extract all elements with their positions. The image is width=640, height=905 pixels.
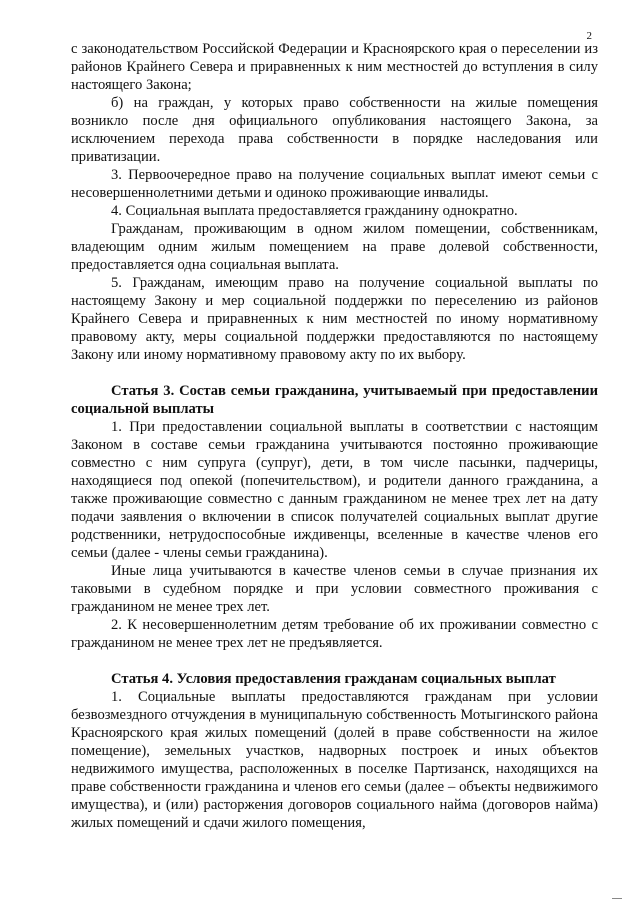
spacer [71, 364, 598, 382]
paragraph: 1. При предоставлении социальной выплаты в соответствии с настоящим Законом в составе семьи гражданина учитываются постоянно проживающие совместно с ним супруга (супруг), дети, в том числе пасынки, падчерицы, находящиеся под опекой (попечительством), и родители данного гражданина, а также проживающие совместно с данным гражданином не менее трех лет на дату подачи заявления о включении в список получателей социальных выплат другие родственники, нетрудоспособные иждивенцы, вселенные в качестве членов его семьи (далее - члены семьи гражданина). [71, 419, 598, 561]
article-heading: Статья 3. Состав семьи гражданина, учитываемый при предоставлении социальной выплаты [71, 383, 598, 417]
article-heading: Статья 4. Условия предоставления гражданам социальных выплат [111, 671, 556, 687]
paragraph: 1. Социальные выплаты предоставляются гражданам при условии безвозмездного отчуждения в муниципальную собственность Мотыгинского района Красноярского края жилых помещений (долей в праве собственности на жилое помещение), земельных участков, надворных построек и иных объектов недвижимого имущества, расположенных в поселке Партизанск, находящихся на праве собственности гражданина и членов его семьи (далее – объекты недвижимого имущества), и (или) расторжения договоров социального найма (договоров найма) жилых помещений и сдачи жилого помещения, [71, 689, 598, 831]
paragraph: Гражданам, проживающим в одном жилом помещении, собственникам, владеющим одним жилым помещением на праве долевой собственности, предоставляется одна социальная выплата. [71, 221, 598, 273]
paragraph: 5. Гражданам, имеющим право на получение социальной выплаты по настоящему Закону и мер социальной поддержки по переселению из районов Крайнего Севера и приравненных к ним местностей по иному нормативному правовому акту, меры социальной поддержки предоставляются по настоящему Закону или иному нормативному правовому акту по их выбору. [71, 275, 598, 363]
paragraph: 3. Первоочередное право на получение социальных выплат имеют семьи с несовершеннолетними детьми и одиноко проживающие инвалиды. [71, 167, 598, 201]
document-body [71, 40, 598, 832]
page-number: 2 [586, 30, 592, 42]
paragraph: 4. Социальная выплата предоставляется гражданину однократно. [111, 203, 518, 219]
spacer [71, 652, 598, 670]
corner-mark [612, 898, 622, 899]
paragraph: б) на граждан, у которых право собственности на жилые помещения возникло после дня официального опубликования настоящего Закона, за исключением перехода права собственности в порядке наследования или приватизации. [71, 95, 598, 165]
paragraph: 2. К несовершеннолетним детям требование об их проживании совместно с гражданином не менее трех лет не предъявляется. [71, 617, 598, 651]
paragraph: с законодательством Российской Федерации и Красноярского края о переселении из районов Крайнего Севера и приравненных к ним местностей до вступления в силу настоящего Закона; [71, 41, 598, 93]
paragraph: Иные лица учитываются в качестве членов семьи в случае признания их таковыми в судебном порядке и при условии совместного проживания с гражданином не менее трех лет. [71, 563, 598, 615]
